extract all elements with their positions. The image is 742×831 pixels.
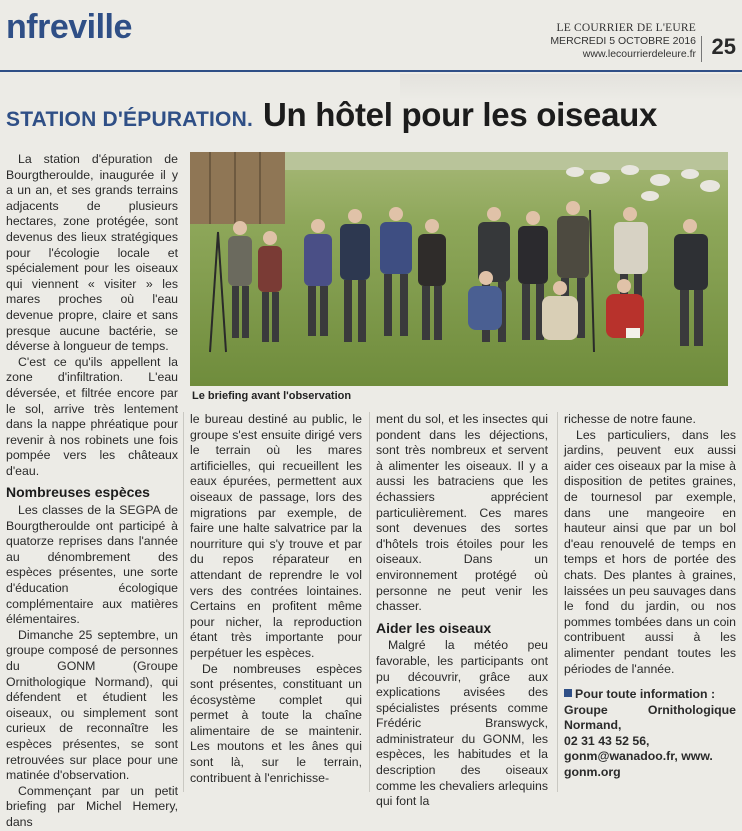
paragraph: De nombreuses espèces sont présentes, constituant un écosystème complet qui permet à toute la chaîne alimentaire de se maintenir. Les moutons et les ânes qui sont là, sur le terrain, contribuent à l'enrichisse- [190,661,362,785]
group-photo-illustration [190,152,728,386]
page-number: 25 [711,34,736,59]
website-link[interactable]: www.lecourrierdeleure.fr [582,48,696,60]
paragraph: richesse de notre faune. [564,412,696,426]
paragraph: le bureau destiné au public, le groupe s'est ensuite dirigé vers le terrain où les mares artificielles, qui recueillent les eaux épurées, permettent aux oiseaux de passage, lors des migrations par exemple, de faire une halte salvatrice par la nourriture qui s'y trouve et par du repos réparateur en attendant de reprendre le vol vers des contrées lointaines. Certains en profitent même pour nicher, la reproduction étant très importante pour perpétuer les espèces. [190,412,362,660]
article-column-1 [6,152,178,831]
article-column-4 [564,412,736,781]
subheading: Nombreuses espèces [6,484,150,501]
headline [6,96,741,134]
paragraph: Les classes de la SEGPA de Bourgtheroulde ont participé à quatorze reprises dans l'année au dénombrement des espèces présentes, une sorte d'éducation écologique complémentaire aux matières élémentaires. [6,503,178,627]
wooden-shed [190,152,285,224]
paragraph: Malgré la météo peu favorable, les participants ont pu découvrir, grâce aux explications avisées des spécialistes présents comme Frédéric Branswyck, administrateur du GONM, les espèces, les habitudes et la description des oiseaux comme les chevaliers arlequins qui font la [376,638,548,809]
page-number-divider [701,36,702,62]
bullet-square-icon [564,689,572,697]
masthead-info [550,22,696,61]
info-phone: 02 31 43 52 56, [564,733,650,748]
newspaper-name: LE COURRIER DE L'EURE [556,22,696,34]
column-divider [183,412,184,792]
paragraph: ment du sol, et les insectes qui pondent dans les déjections, sont très nombreux et servent à alimenter les oiseaux. Il y a aussi les batraciens que les échassiers apprécient particulièrement. Ces mares sont devenues des sortes d'hôtels trois étoiles pour les oiseaux. Dans un environnement protégé où personne ne peut venir les chasser. [376,412,548,614]
paragraph: Commençant par un petit briefing par Michel Hemery, dans [6,783,178,829]
paragraph: Les particuliers, dans les jardins, peuvent eux aussi aider ces oiseaux par la mise à disposition de petites graines, de tournesol par exemple, dans une mangeoire en hauteur ainsi que par un bol d'eau renouvelé de temps en temps et hors de portée des chats. Des plantes à graines, laissées un peu sauvages dans le fond du jardin, ou nos pommes tombées dans un coin contribuent aussi à les alimenter pendant toutes les périodes de l'année. [564,427,736,676]
info-label: Pour toute information : [575,687,716,702]
article-column-3 [376,412,548,810]
issue-date: MERCREDI 5 OCTOBRE 2016 [550,35,696,47]
info-org: Groupe Ornithologique Normand, [564,702,736,733]
column-divider [557,412,558,792]
info-email[interactable]: gonm@wanadoo.fr, www. [564,749,713,764]
info-site[interactable]: gonm.org [564,765,621,780]
headline-title: Un hôtel pour les oiseaux [263,96,658,133]
photo-caption: Le briefing avant l'observation [192,390,352,402]
article-photo [190,152,728,386]
subheading: Aider les oiseaux [376,619,492,636]
headline-kicker: STATION D'ÉPURATION. [6,108,253,131]
paragraph: C'est ce qu'ils appellent la zone d'infiltration. L'eau déversée, et filtrée encore par le sol, arrive très lentement dans la nappe phréatique pour revenir à nos robinets une fois pompée vers les châteaux d'eau. [6,354,178,478]
paragraph: Dimanche 25 septembre, un groupe composé de personnes du GONM (Groupe Ornithologique Normand), qui défendent et étudient les oiseaux, ou simplement sont curieux de reconnaître les espèces présentes, se sont retrouvées sur place pour une matinée d'observation. [6,627,178,783]
info-box [564,687,736,781]
article-column-2 [190,412,362,786]
section-town-name: nfreville [6,8,132,46]
column-divider [369,412,370,792]
paragraph: La station d'épuration de Bourgtheroulde, inaugurée il y a un an, et ses grands terrains adjacents de plusieurs hectares, zone protégée, sont devenus des lieux stratégiques pour l'écologie locale et spécialement pour les oiseaux qui viennent « visiter » les mares proches où l'eau devenue propre, claire et sans presque aucune bactérie, se déverse à longueur de temps. [6,152,178,354]
header-rule [0,70,742,72]
